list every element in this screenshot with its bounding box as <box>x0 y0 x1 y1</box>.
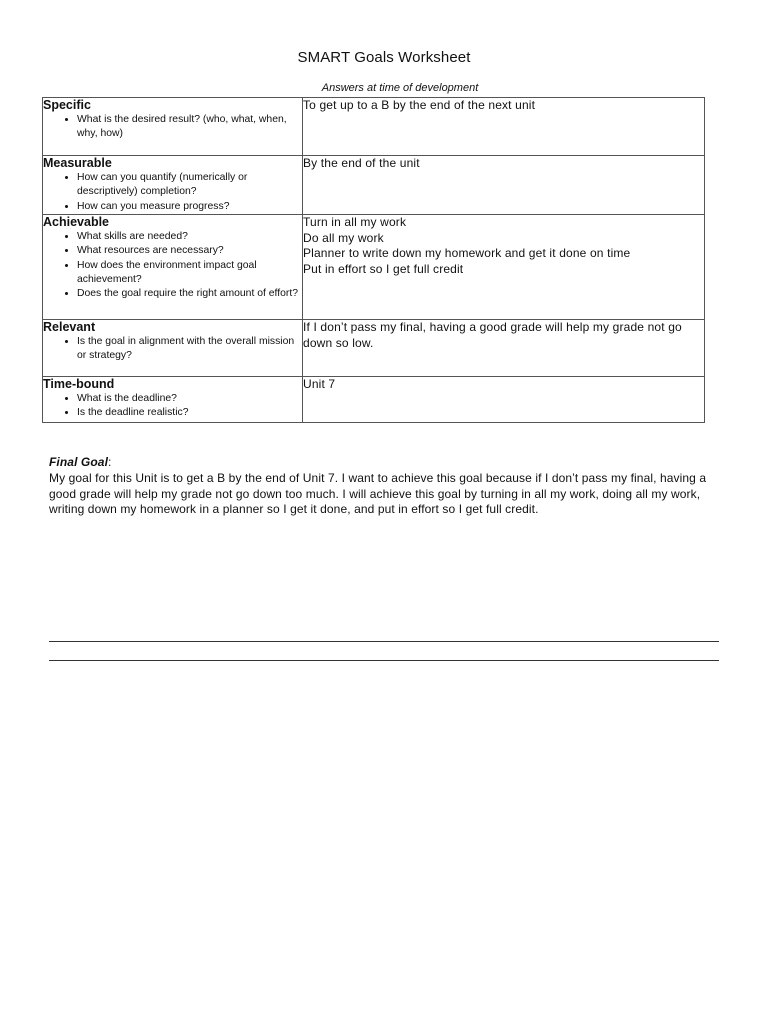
table-row <box>43 215 705 320</box>
question-item: • How does the environment impact goal achievement? <box>77 259 302 288</box>
criterion-label: Achievable <box>43 215 110 229</box>
question-item: • How can you quantify (numerically or descriptively) completion? <box>77 171 302 200</box>
answer-line: Unit 7 <box>303 377 336 391</box>
table-row <box>43 377 705 423</box>
question-list <box>43 113 302 142</box>
final-goal-colon: : <box>108 455 112 469</box>
answer-line-rule <box>49 641 719 642</box>
question-item: • Is the goal in alignment with the overall mission or strategy? <box>77 335 302 364</box>
question-item: • What is the deadline? <box>77 392 302 406</box>
answer-cell <box>303 377 705 423</box>
answer-line: By the end of the unit <box>303 156 420 170</box>
criterion-cell <box>43 215 303 320</box>
criterion-label: Specific <box>43 98 91 112</box>
criterion-label: Relevant <box>43 320 96 334</box>
answer-line: If I don’t pass my final, having a good grade will help my grade not go down so low. <box>303 320 682 350</box>
criterion-cell <box>43 377 303 423</box>
answer-cell <box>303 156 705 215</box>
answer-cell <box>303 215 705 320</box>
criterion-label: Measurable <box>43 156 112 170</box>
question-item: • Is the deadline realistic? <box>77 406 302 420</box>
question-item: • What resources are necessary? <box>77 244 302 258</box>
page-title: SMART Goals Worksheet <box>297 49 471 66</box>
criterion-cell <box>43 320 303 377</box>
question-item: • What skills are needed? <box>77 230 302 244</box>
question-list <box>43 392 302 421</box>
question-item: • How can you measure progress? <box>77 200 302 214</box>
final-goal-text: My goal for this Unit is to get a B by the end of Unit 7. I want to achieve this goal because if I don’t pass my final, having a good grade will help my grade not go down too much. I will achieve this goal by turning in all my work, doing all my work, writing down my homework in a planner so I get it done, and put in effort so I get full credit. <box>49 470 707 517</box>
table-row <box>43 320 705 377</box>
table-row <box>43 156 705 215</box>
question-list <box>43 230 302 301</box>
answer-line: Do all my work <box>303 230 384 245</box>
final-goal-label: Final Goal <box>49 455 109 469</box>
question-item: • Does the goal require the right amount of effort? <box>77 287 302 301</box>
final-goal-paragraph <box>49 455 721 518</box>
criterion-label: Time-bound <box>43 377 115 391</box>
question-item: • What is the desired result? (who, what, when, why, how) <box>77 113 302 142</box>
answers-caption: Answers at time of development <box>321 82 479 94</box>
criterion-cell <box>43 98 303 156</box>
smart-goals-table <box>42 97 705 423</box>
answer-line: To get up to a B by the end of the next unit <box>303 98 536 112</box>
table-row <box>43 98 705 156</box>
answer-cell <box>303 320 705 377</box>
answer-line-rule <box>49 660 719 661</box>
answer-line: Put in effort so I get full credit <box>303 261 464 276</box>
answer-line: Turn in all my work <box>303 215 407 229</box>
question-list <box>43 335 302 364</box>
criterion-cell <box>43 156 303 215</box>
answer-line: Planner to write down my homework and get it done on time <box>303 246 631 260</box>
question-list <box>43 171 302 214</box>
answer-cell <box>303 98 705 156</box>
